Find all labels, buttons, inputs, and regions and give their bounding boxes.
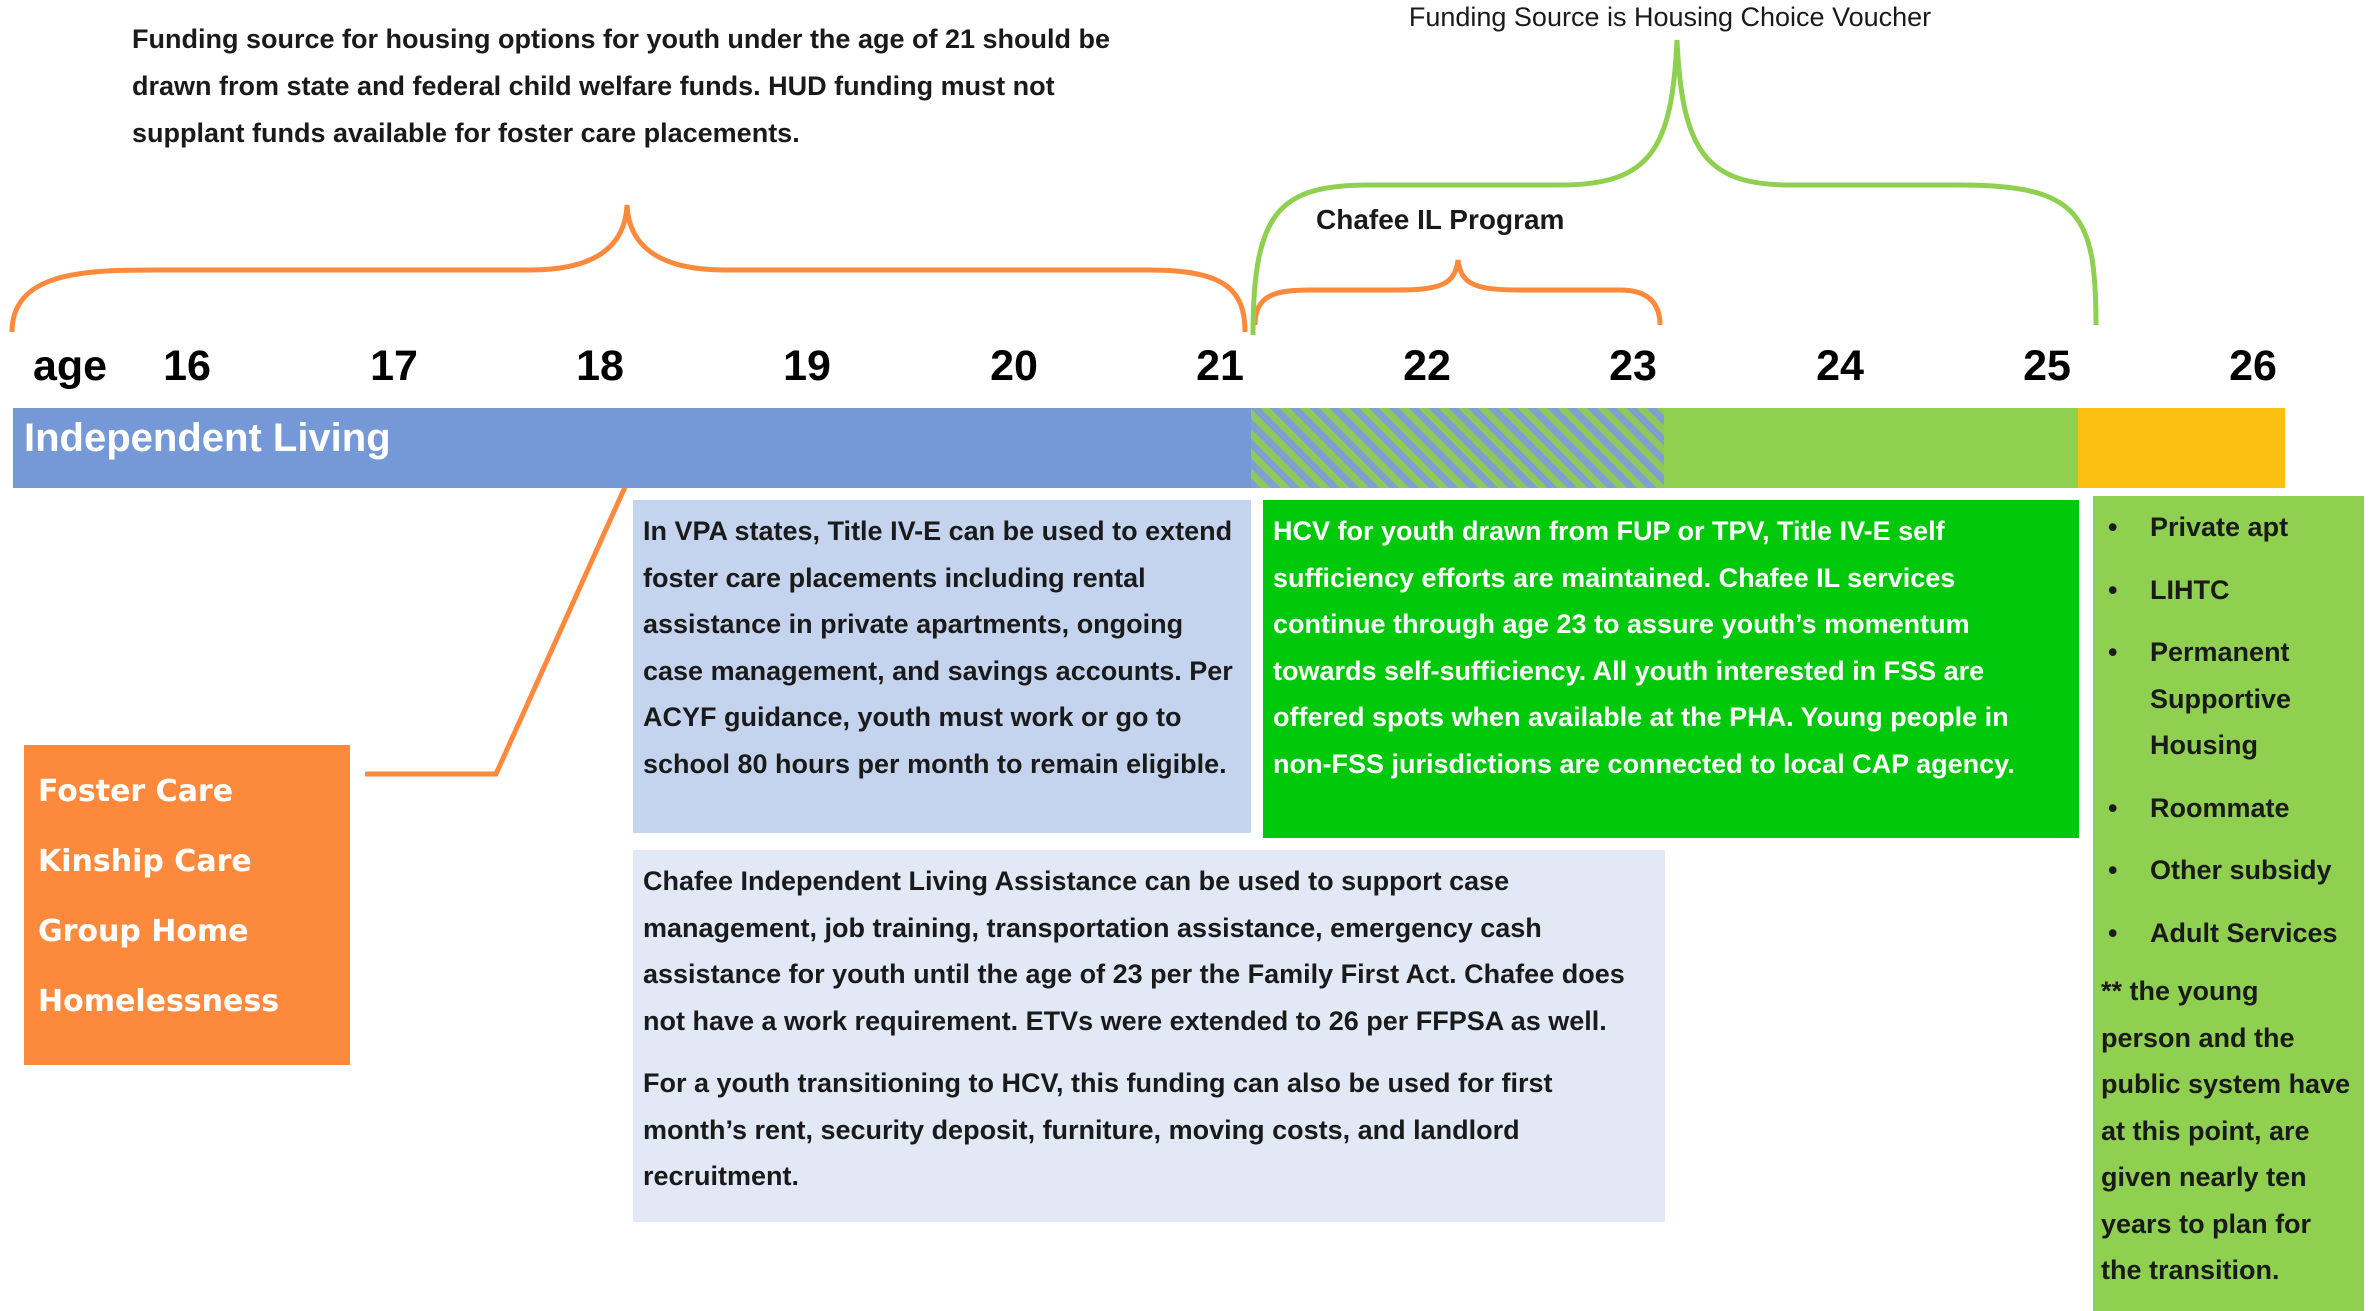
foster-care-box (24, 745, 350, 1065)
age-24: 24 (1816, 342, 1864, 390)
age-25: 25 (2023, 342, 2071, 390)
foster-item: Group Home (38, 914, 249, 949)
hcv-funding-label: Funding Source is Housing Choice Voucher (1408, 2, 1932, 32)
age-axis-label: age (32, 342, 108, 390)
hcv-brace (1253, 40, 2096, 335)
chafee-il-program-label: Chafee IL Program (1316, 204, 1565, 235)
foster-connector (365, 487, 625, 774)
adult-option-label: Adult Services (2150, 917, 2338, 948)
child-welfare-funding-note: Funding source for housing options for youth under the age of 21 should be drawn from state and federal child welfare funds. HUD funding must not supplant funds available for foster care placements. (132, 24, 1110, 148)
adult-option-label: Other subsidy (2150, 855, 2332, 885)
chafee-hcv-overlap-segment (1251, 408, 1664, 488)
age-26: 26 (2229, 342, 2277, 390)
list-item (2101, 567, 2356, 614)
list-item (2101, 847, 2356, 894)
bullet-icon: • (2108, 637, 2118, 667)
list-item (2101, 785, 2356, 832)
foster-item: Homelessness (38, 984, 280, 1019)
adult-option-label: Permanent Supportive Housing (2150, 637, 2292, 760)
chafee-paragraph-2: For a youth transitioning to HCV, this funding can also be used for first month’s rent, security deposit, furniture, moving costs, and landlord recruitment. (643, 1068, 1553, 1191)
age-21: 21 (1196, 342, 1244, 390)
foster-item: Foster Care (38, 774, 234, 809)
adult-options-box (2093, 496, 2364, 1311)
bullet-icon: • (2108, 792, 2118, 823)
list-item (2101, 504, 2356, 551)
age-20: 20 (990, 342, 1038, 390)
adult-option-label: Roommate (2150, 792, 2290, 823)
bullet-icon: • (2108, 574, 2118, 605)
adult-option-label: Private apt (2150, 512, 2289, 542)
list-item (2101, 910, 2356, 957)
age-16: 16 (163, 342, 211, 390)
age-17: 17 (370, 342, 418, 390)
age-18: 18 (576, 342, 624, 390)
bullet-icon: • (2108, 512, 2118, 542)
adult-option-label: LIHTC (2150, 574, 2230, 605)
hcv-description-box: HCV for youth drawn from FUP or TPV, Title IV-E self sufficiency efforts are maintained. Chafee IL services continue through age 23 to assure youth’s momentum towards self-sufficiency. All youth interested in FSS are offered spots when available at the PHA. Young people in non-FSS jurisdictions are connected to local CAP agency. (1263, 500, 2079, 838)
age-19: 19 (783, 342, 831, 390)
age-23: 23 (1609, 342, 1657, 390)
bullet-icon: • (2108, 855, 2118, 885)
chafee-assistance-box (633, 850, 1665, 1222)
bullet-icon: • (2108, 917, 2118, 948)
foster-item: Kinship Care (38, 844, 252, 879)
adult-options-list (2101, 504, 2356, 956)
planning-note: ** the young person and the public system have at this point, are given nearly ten years to plan for the transition. (2101, 976, 2351, 1285)
independent-living-label: Independent Living (24, 416, 391, 460)
chafee-paragraph-1: Chafee Independent Living Assistance can be used to support case management, job training, transportation assistance, emergency cash assistance for youth until the age of 23 per the Family First Act. Chafee does not have a work requirement. ETVs were extended to 26 per FFPSA as well. (643, 866, 1625, 1036)
list-item (2101, 629, 2356, 769)
hcv-bar-segment (1664, 408, 2078, 488)
chafee-brace (1255, 260, 1660, 325)
under-21-brace (12, 205, 1245, 332)
age-22: 22 (1403, 342, 1451, 390)
adult-bar-segment (2078, 408, 2285, 488)
vpa-title-ive-box: In VPA states, Title IV-E can be used to extend foster care placements including rental assistance in private apartments, ongoing case management, and savings accounts. Per ACYF guidance, youth must work or go to school 80 hours per month to remain eligible. (633, 500, 1251, 833)
